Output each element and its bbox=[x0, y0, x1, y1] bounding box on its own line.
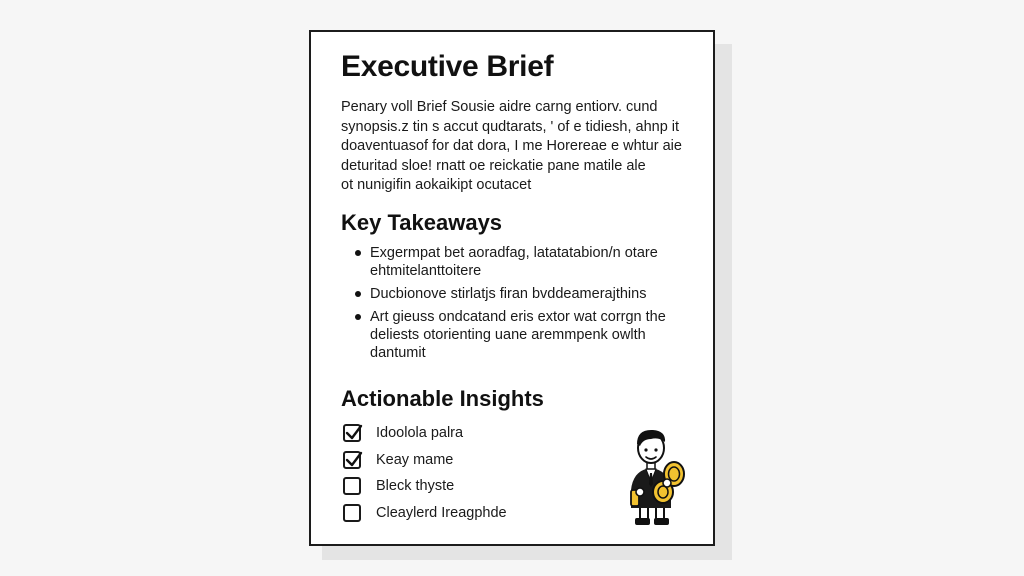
checklist-label: Bleck thyste bbox=[376, 478, 455, 495]
checkbox-unchecked[interactable] bbox=[343, 477, 361, 495]
takeaways-list bbox=[353, 244, 693, 367]
takeaway-item bbox=[353, 308, 693, 362]
checkmark-icon bbox=[344, 423, 364, 443]
summary-line: deturitad sloe! rnatt oe reickatie pane matile ale bbox=[341, 157, 646, 174]
checkbox-unchecked[interactable] bbox=[343, 504, 361, 522]
checklist-label: Keay mame bbox=[376, 451, 454, 468]
takeaway-item bbox=[353, 285, 693, 303]
businessman-holding-coins-icon bbox=[623, 426, 691, 528]
takeaway-line: Exgermpat bet aoradfag, latatatabion/n otare bbox=[370, 245, 658, 261]
takeaway-line: deliests otorienting uane aremmpenk owlth bbox=[370, 327, 646, 343]
summary-line: ot nunigifin aokaikipt ocutacet bbox=[341, 177, 532, 193]
bullet-icon bbox=[355, 314, 361, 320]
takeaways-heading: Key Takeaways bbox=[341, 210, 503, 235]
summary-line: synopsis.z tin s accut qudtarats, ' of e tidiesh, ahnp it bbox=[341, 118, 680, 135]
bullet-icon bbox=[355, 250, 361, 256]
executive-brief-card bbox=[309, 30, 715, 546]
checklist-item[interactable] bbox=[343, 500, 507, 527]
checklist-label: Idoolola palra bbox=[376, 425, 464, 442]
summary-line: doaventuasof for dat dora, I me Horereae e whtur aie bbox=[341, 138, 682, 154]
takeaway-line: Art gieuss ondcatand eris extor wat corrgn the bbox=[370, 309, 666, 325]
checklist-item[interactable] bbox=[343, 473, 507, 500]
insights-heading: Actionable Insights bbox=[341, 386, 544, 411]
checklist-label: Cleaylerd Ireagphde bbox=[376, 504, 507, 521]
checkmark-icon bbox=[344, 450, 364, 470]
takeaway-line: ehtmitelanttoitere bbox=[370, 263, 482, 279]
insights-checklist bbox=[343, 420, 507, 526]
summary-paragraph bbox=[341, 98, 691, 196]
bullet-icon bbox=[355, 291, 361, 297]
takeaway-line: Ducbionove stirlatjs firan bvddeamerajthins bbox=[370, 286, 647, 302]
summary-line: Penary voll Brief Sousie aidre carng entiorv. cund bbox=[341, 99, 658, 115]
page-title: Executive Brief bbox=[341, 50, 554, 83]
checkbox-checked[interactable] bbox=[343, 451, 361, 469]
takeaway-line: dantumit bbox=[370, 345, 426, 361]
checklist-item[interactable] bbox=[343, 420, 507, 447]
checklist-item[interactable] bbox=[343, 447, 507, 474]
takeaway-item bbox=[353, 244, 693, 280]
checkbox-checked[interactable] bbox=[343, 424, 361, 442]
